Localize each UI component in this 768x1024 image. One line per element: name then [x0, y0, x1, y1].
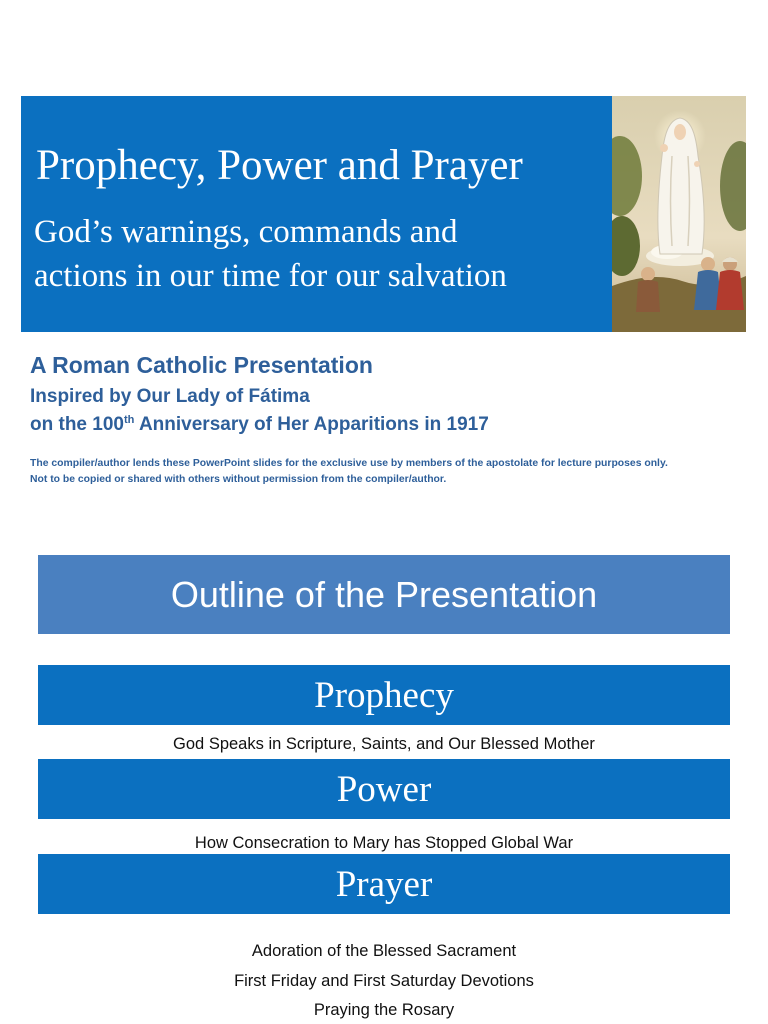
presentation-headline: A Roman Catholic Presentation — [30, 352, 373, 378]
list-item: Praying the Rosary — [313, 1001, 455, 1019]
subtitle-line-1: God’s warnings, commands and — [34, 214, 458, 250]
usage-notice — [30, 456, 750, 488]
list-item: Adoration of the Blessed Sacrament — [251, 942, 517, 960]
section-heading-prayer: Prayer — [335, 863, 433, 905]
outline-header — [38, 555, 730, 634]
notice-line-2: Not to be copied or shared with others without permission from the compiler/author. — [30, 474, 447, 485]
presentation-title: Prophecy, Power and Prayer — [36, 142, 523, 189]
anniversary-line — [30, 414, 489, 436]
inspired-line: Inspired by Our Lady of Fátima — [30, 386, 310, 407]
title-banner — [21, 96, 612, 332]
prayer-list — [0, 937, 768, 1024]
outline-title: Outline of the Presentation — [170, 573, 598, 615]
anniversary-superscript: th — [123, 414, 135, 426]
section-prayer — [38, 854, 730, 914]
anniversary-suffix: Anniversary of Her Apparitions in 1917 — [134, 414, 489, 435]
section-heading-power: Power — [336, 768, 432, 810]
anniversary-prefix: on the 100 — [30, 414, 124, 435]
power-description: How Consecration to Mary has Stopped Global War — [194, 834, 574, 852]
subtitle-line-2: actions in our time for our salvation — [34, 258, 507, 294]
section-prophecy — [38, 665, 730, 725]
our-lady-of-fatima-painting — [612, 96, 746, 332]
notice-line-1: The compiler/author lends these PowerPoint slides for the exclusive use by members of the apostolate for lecture purposes only. — [30, 458, 668, 469]
presentation-subtitle — [34, 210, 609, 298]
section-power — [38, 759, 730, 819]
list-item: First Friday and First Saturday Devotions — [234, 971, 534, 990]
prophecy-description: God Speaks in Scripture, Saints, and Our Blessed Mother — [173, 735, 595, 753]
section-heading-prophecy: Prophecy — [314, 674, 454, 716]
